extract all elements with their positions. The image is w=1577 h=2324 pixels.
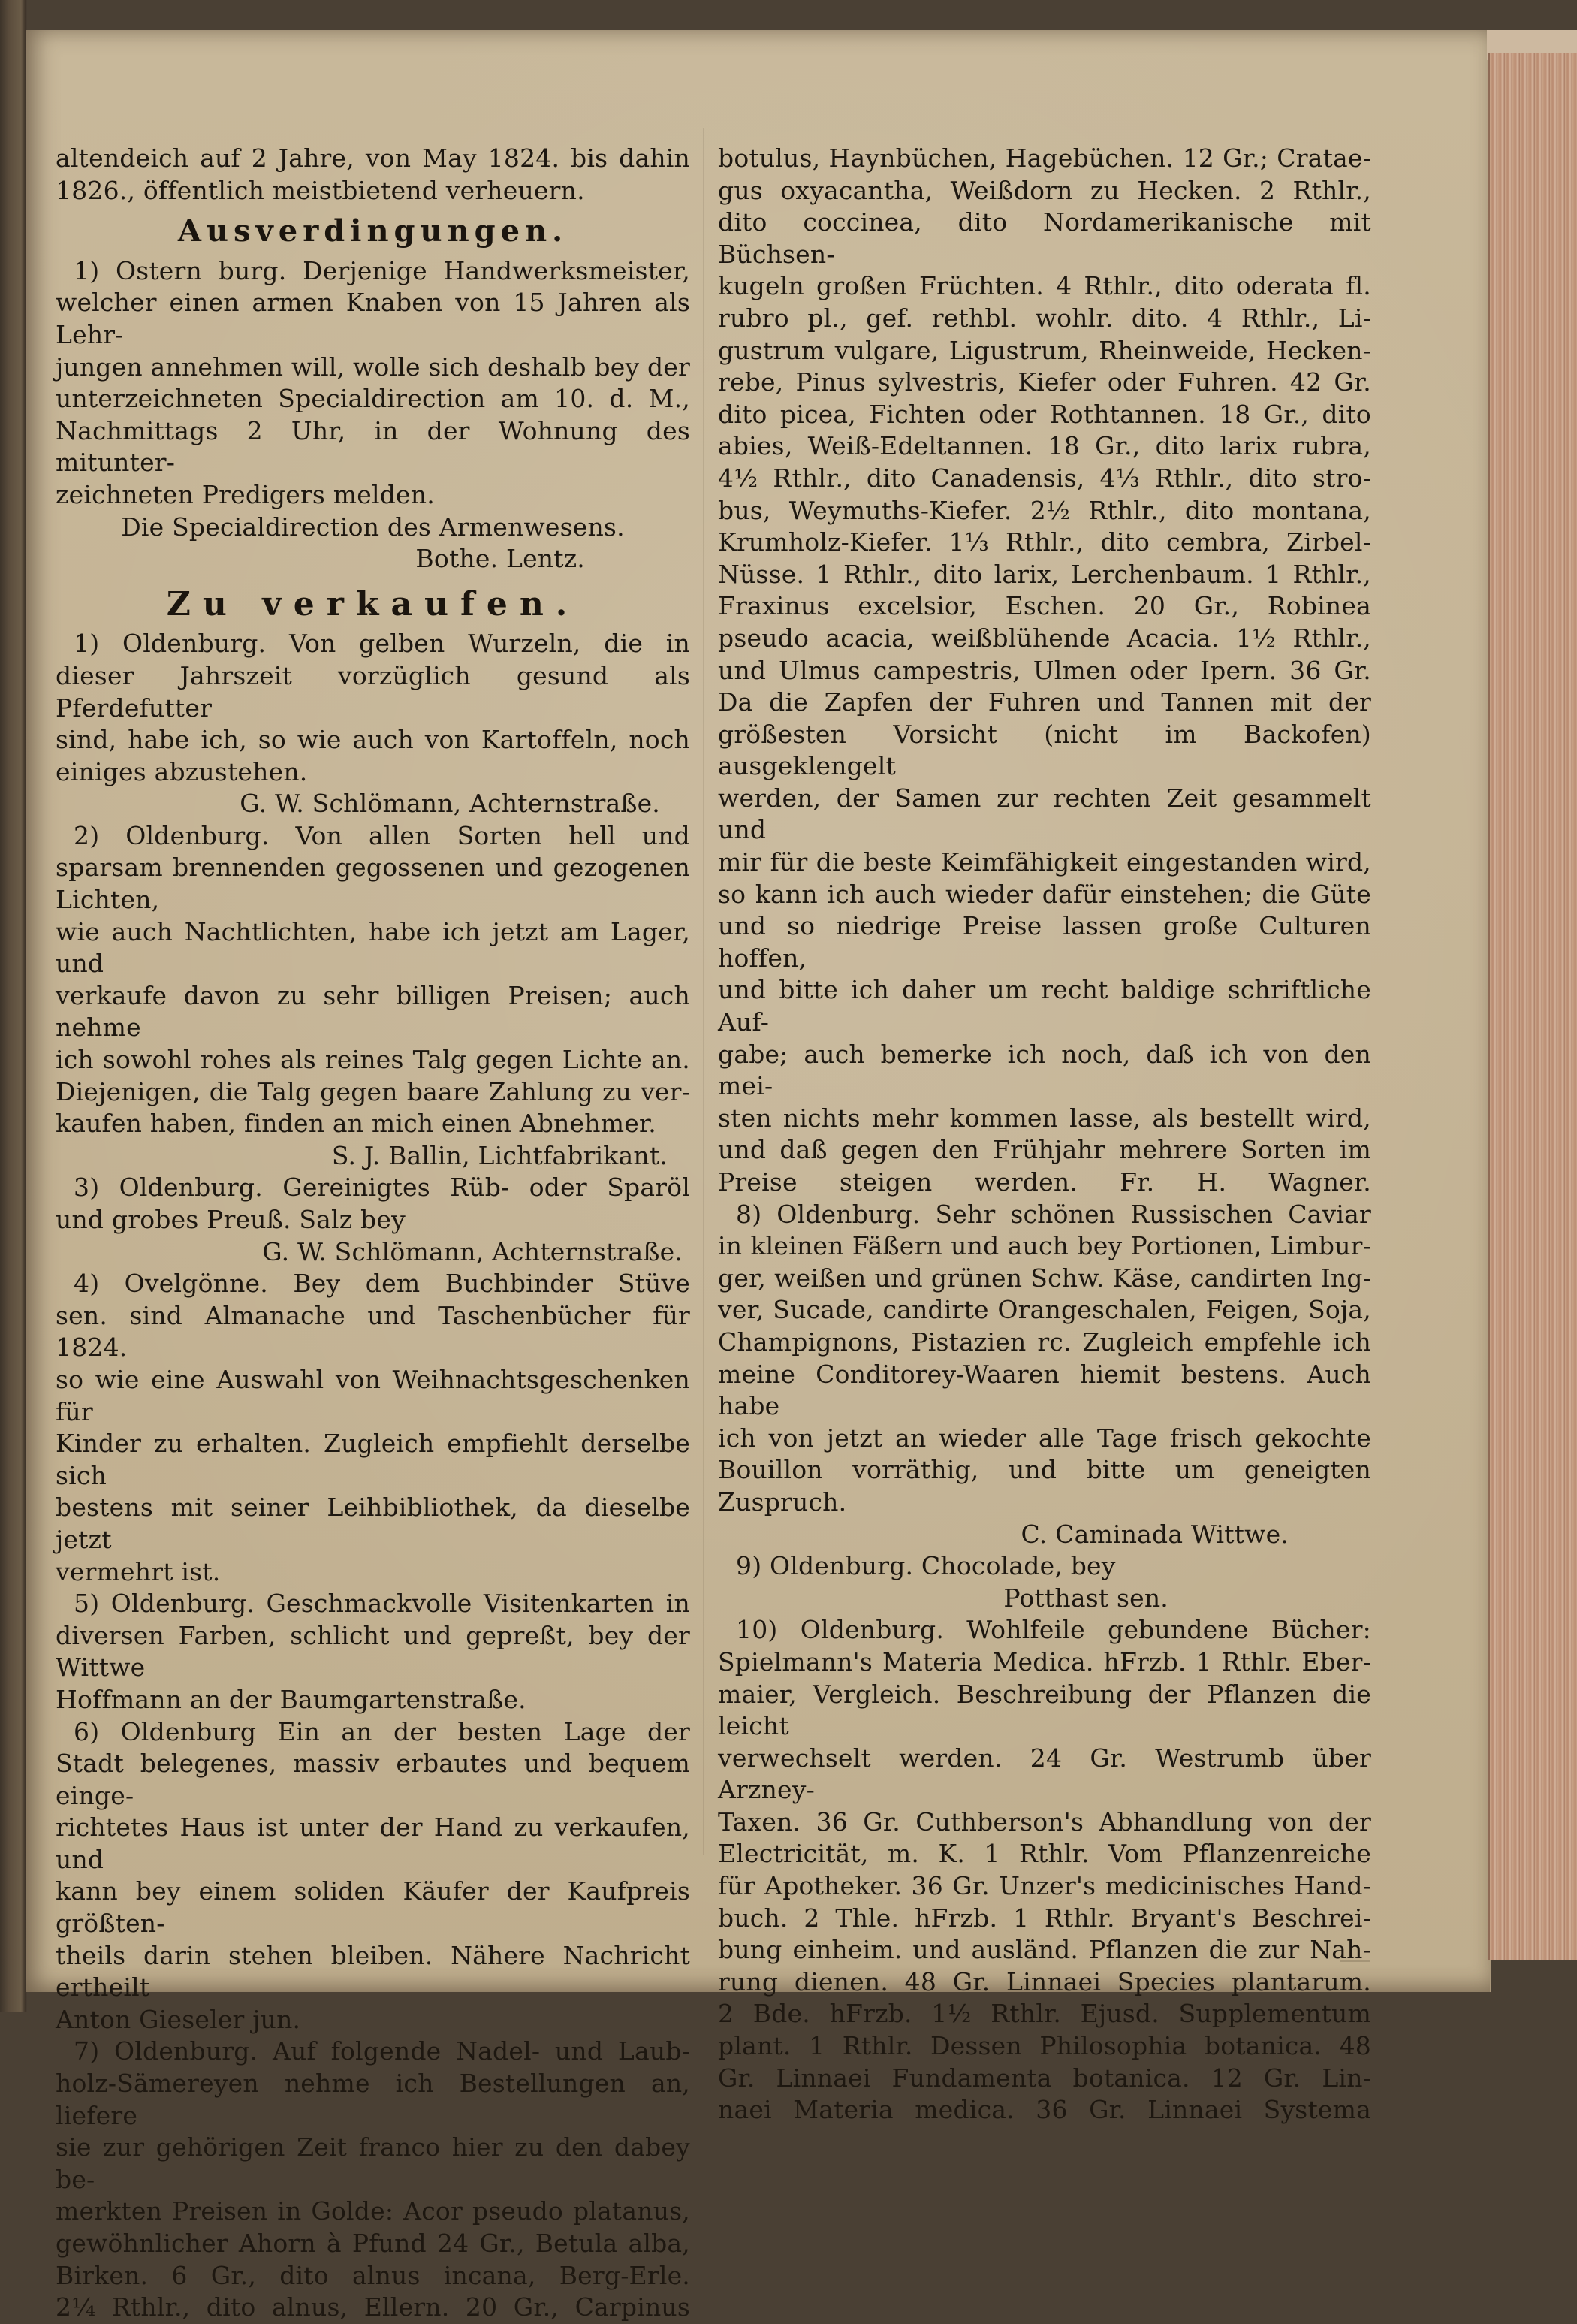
signature: C. Caminada Wittwe. bbox=[1021, 1519, 1289, 1549]
text-line: richtetes Haus ist unter der Hand zu verkaufen, und bbox=[56, 1812, 690, 1874]
page-bottom-mark bbox=[1340, 1960, 1370, 1962]
text-line: diversen Farben, schlicht und gepreßt, bey der Wittwe bbox=[56, 1620, 690, 1683]
text-line: Taxen. 36 Gr. Cuthberson's Abhandlung von der bbox=[718, 1806, 1371, 1837]
signature: G. W. Schlömann, Achternstraße. bbox=[240, 789, 660, 819]
sale-item-1 bbox=[56, 628, 690, 820]
text-line: sen. sind Almanache und Taschenbücher für 1824. bbox=[56, 1300, 690, 1363]
text-line: Anton Gieseler jun. bbox=[56, 2004, 301, 2034]
text-line: rebe, Pinus sylvestris, Kiefer oder Fuhren. 42 Gr. bbox=[718, 367, 1371, 397]
text-line: Nachmittags 2 Uhr, in der Wohnung des mitunter- bbox=[56, 415, 690, 478]
text-line: sten nichts mehr kommen lasse, als bestellt wird, bbox=[718, 1103, 1371, 1133]
text-line: 2 Bde. hFrzb. 1½ Rthlr. Ejusd. Supplementum bbox=[718, 1999, 1371, 2029]
text-line: pseudo acacia, weißblühende Acacia. 1½ Rthlr., bbox=[718, 623, 1371, 653]
text-line: ich sowohl rohes als reines Talg gegen Lichte an. bbox=[56, 1045, 690, 1075]
text-line: Gr. Linnaei Fundamenta botanica. 12 Gr. Lin- bbox=[718, 2063, 1371, 2093]
text-line: so kann ich auch wieder dafür einstehen; die Güte bbox=[718, 879, 1371, 909]
text-line: unterzeichneten Specialdirection am 10. d. M., bbox=[56, 384, 690, 414]
text-line: bus, Weymuths-Kiefer. 2½ Rthlr., dito montana, bbox=[718, 495, 1371, 525]
text-line: 10) Oldenburg. Wohlfeile gebundene Bücher: bbox=[736, 1615, 1371, 1645]
text-line: rubro pl., gef. rethbl. wohlr. dito. 4 Rthlr., Li- bbox=[718, 303, 1371, 333]
signature: S. J. Ballin, Lichtfabrikant. bbox=[331, 1140, 668, 1170]
text-line: 5) Oldenburg. Geschmackvolle Visitenkarten in bbox=[74, 1589, 690, 1619]
text-line: dito picea, Fichten oder Rothtannen. 18 Gr., dito bbox=[718, 399, 1371, 429]
text-line: Fraxinus excelsior, Eschen. 20 Gr., Robinea bbox=[718, 591, 1371, 621]
sale-item-2 bbox=[56, 820, 690, 1173]
text-line: größesten Vorsicht (nicht im Backofen) ausgeklengelt bbox=[718, 719, 1371, 781]
notice-item-1 bbox=[56, 255, 690, 575]
sale-item-5 bbox=[56, 1588, 690, 1716]
text-line: botulus, Haynbüchen, Hagebüchen. 12 Gr.; Cratae- bbox=[718, 143, 1371, 173]
text-line: 1) Ostern burg. Derjenige Handwerksmeister, bbox=[74, 255, 690, 285]
text-line: Bouillon vorräthig, und bitte um geneigten Zuspruch. bbox=[718, 1455, 1371, 1517]
text-line: Kinder zu erhalten. Zugleich empfiehlt derselbe sich bbox=[56, 1429, 690, 1490]
text-line: maier, Vergleich. Beschreibung der Pflanzen die leicht bbox=[718, 1679, 1371, 1741]
text-line: gewöhnlicher Ahorn à Pfund 24 Gr., Betula alba, bbox=[56, 2229, 690, 2258]
text-line: einiges abzustehen. bbox=[56, 756, 308, 786]
text-line: merkten Preisen in Golde: Acor pseudo platanus, bbox=[56, 2196, 690, 2226]
sale-item-7-continued bbox=[718, 143, 1371, 1199]
left-column bbox=[56, 143, 690, 2324]
text-line: Krumholz-Kiefer. 1⅓ Rthlr., dito cembra, Zirbel- bbox=[718, 527, 1371, 557]
text-line: Nüsse. 1 Rthlr., dito larix, Lerchenbaum. 1 Rthlr., bbox=[718, 559, 1371, 589]
text-line: Spielmann's Materia Medica. hFrzb. 1 Rthlr. Eber- bbox=[718, 1646, 1371, 1677]
text-line: vermehrt ist. bbox=[56, 1556, 221, 1586]
text-line: 3) Oldenburg. Gereinigtes Rüb- oder Sparöl bbox=[74, 1173, 690, 1203]
text-line: meine Conditorey-Waaren hiemit bestens. Auch habe bbox=[718, 1359, 1371, 1421]
text-line: Da die Zapfen der Fuhren und Tannen mit der bbox=[718, 687, 1371, 717]
intro-paragraph bbox=[56, 143, 690, 207]
text-line: 2¼ Rthlr., dito alnus, Ellern. 20 Gr., Carpinus bbox=[56, 2292, 690, 2322]
text-line: 1) Oldenburg. Von gelben Wurzeln, die in bbox=[74, 629, 690, 659]
text-line: 2) Oldenburg. Von allen Sorten hell und bbox=[74, 820, 690, 850]
text-line: bestens mit seiner Leihbibliothek, da dieselbe jetzt bbox=[56, 1492, 690, 1554]
text-line: zeichneten Predigers melden. bbox=[56, 479, 435, 509]
text-line: 4½ Rthlr., dito Canadensis, 4⅓ Rthlr., dito stro- bbox=[718, 463, 1371, 493]
text-line: 4) Ovelgönne. Bey dem Buchbinder Stüve bbox=[74, 1269, 690, 1299]
text-line: und so niedrige Preise lassen große Culturen hoffen, bbox=[718, 911, 1371, 973]
text-line: naei Materia medica. 36 Gr. Linnaei Systema bbox=[718, 2095, 1371, 2125]
text-line: 7) Oldenburg. Auf folgende Nadel- und Laub- bbox=[74, 2036, 690, 2066]
column-gutter bbox=[703, 128, 704, 1855]
text-line: sie zur gehörigen Zeit franco hier zu den dabey be- bbox=[56, 2132, 690, 2194]
text-line: bung einheim. und ausländ. Pflanzen die zur Nah- bbox=[718, 1935, 1371, 1965]
text-line: gabe; auch bemerke ich noch, daß ich von den mei- bbox=[718, 1039, 1371, 1101]
sale-item-8 bbox=[718, 1199, 1371, 1551]
text-line: für Apotheker. 36 Gr. Unzer's medicinisches Hand- bbox=[718, 1871, 1371, 1901]
text-line: sind, habe ich, so wie auch von Kartoffeln, noch bbox=[56, 725, 690, 755]
text-line: 9) Oldenburg. Chocolade, bey bbox=[736, 1551, 1116, 1581]
text-line: so wie eine Auswahl von Weihnachtsgeschenken für bbox=[56, 1364, 690, 1426]
text-line: und bitte ich daher um recht baldige schriftliche Auf- bbox=[718, 975, 1371, 1037]
signature: Bothe. Lentz. bbox=[415, 544, 585, 574]
signature: Potthast sen. bbox=[1003, 1583, 1168, 1613]
text-line: abies, Weiß-Edeltannen. 18 Gr., dito larix rubra, bbox=[718, 431, 1371, 461]
text-line: werden, der Samen zur rechten Zeit gesammelt und bbox=[718, 783, 1371, 845]
text-line: mir für die beste Keimfähigkeit eingestanden wird, bbox=[718, 847, 1371, 877]
text-line: und daß gegen den Frühjahr mehrere Sorten im bbox=[718, 1135, 1371, 1165]
sale-item-3 bbox=[56, 1172, 690, 1268]
text-line: Champignons, Pistazien rc. Zugleich empfehle ich bbox=[718, 1326, 1371, 1357]
sale-item-6 bbox=[56, 1716, 690, 2036]
text-line: Diejenigen, die Talg gegen baare Zahlung zu ver- bbox=[56, 1076, 690, 1106]
text-line: theils darin stehen bleiben. Nähere Nachricht ertheilt bbox=[56, 1940, 690, 2003]
text-line: und Ulmus campestris, Ulmen oder Ipern. 36 Gr. bbox=[718, 655, 1371, 685]
text-line: Birken. 6 Gr., dito alnus incana, Berg-Erle. bbox=[56, 2260, 690, 2290]
text-line: Stadt belegenes, massiv erbautes und bequem einge- bbox=[56, 1749, 690, 1810]
text-line: welcher einen armen Knaben von 15 Jahren als Lehr- bbox=[56, 288, 690, 349]
section-heading-zu-verkaufen: Zu verkaufen. bbox=[166, 584, 580, 623]
text-line: dito coccinea, dito Nordamerikanische mit Büchsen- bbox=[718, 207, 1371, 269]
sale-item-10 bbox=[718, 1614, 1371, 2126]
text-line: Electricität, m. K. 1 Rthlr. Vom Pflanzenreiche bbox=[718, 1839, 1371, 1869]
text-line: 6) Oldenburg Ein an der besten Lage der bbox=[74, 1716, 690, 1746]
text-line: ger, weißen und grünen Schw. Käse, candirten Ing- bbox=[718, 1263, 1371, 1293]
text-line: dieser Jahrszeit vorzüglich gesund als Pferdefutter bbox=[56, 660, 690, 723]
sale-item-4 bbox=[56, 1268, 690, 1588]
text-line: rung dienen. 48 Gr. Linnaei Species plantarum. bbox=[718, 1966, 1371, 1997]
text-line: 8) Oldenburg. Sehr schönen Russischen Caviar bbox=[736, 1199, 1371, 1229]
text-line: kugeln großen Früchten. 4 Rthlr., dito oderata fl. bbox=[718, 271, 1371, 301]
text-line: verkaufe davon zu sehr billigen Preisen; auch nehme bbox=[56, 980, 690, 1043]
text-line: plant. 1 Rthlr. Dessen Philosophia botanica. 48 bbox=[718, 2031, 1371, 2061]
text-line: holz-Sämereyen nehme ich Bestellungen an, liefere bbox=[56, 2069, 690, 2130]
signature: G. W. Schlömann, Achternstraße. bbox=[262, 1236, 683, 1266]
text-line: kaufen haben, finden an mich einen Abnehmer. bbox=[56, 1109, 656, 1139]
text-line: 1826., öffentlich meistbietend verheuern. bbox=[56, 175, 585, 205]
book-page-edges bbox=[1488, 53, 1577, 1960]
text-line: gus oxyacantha, Weißdorn zu Hecken. 2 Rthlr., bbox=[718, 175, 1371, 205]
section-heading-ausverdingungen: Ausverdingungen. bbox=[177, 213, 568, 249]
text-line: gustrum vulgare, Ligustrum, Rheinweide, Hecken- bbox=[718, 335, 1371, 365]
text-line: in kleinen Fäßern und auch bey Portionen, Limbur- bbox=[718, 1231, 1371, 1261]
text-line: Hoffmann an der Baumgartenstraße. bbox=[56, 1684, 526, 1714]
text-line: buch. 2 Thle. hFrzb. 1 Rthlr. Bryant's Beschrei- bbox=[718, 1903, 1371, 1933]
text-line: kann bey einem soliden Käufer der Kaufpreis größten- bbox=[56, 1876, 690, 1939]
text-line: wie auch Nachtlichten, habe ich jetzt am Lager, und bbox=[56, 916, 690, 979]
signature: Die Specialdirection des Armenwesens. bbox=[121, 512, 625, 542]
text-line: sparsam brennenden gegossenen und gezogenen Lichten, bbox=[56, 853, 690, 915]
text-line: verwechselt werden. 24 Gr. Westrumb über Arzney- bbox=[718, 1743, 1371, 1805]
text-line: ver, Sucade, candirte Orangeschalen, Feigen, Soja, bbox=[718, 1295, 1371, 1325]
sale-item-7 bbox=[56, 2036, 690, 2323]
text-line: und grobes Preuß. Salz bey bbox=[56, 1205, 406, 1234]
sale-item-9 bbox=[718, 1550, 1371, 1614]
text-line: Preise steigen werden. Fr. H. Wagner. bbox=[718, 1167, 1371, 1197]
text-line: jungen annehmen will, wolle sich deshalb bey der bbox=[56, 352, 691, 382]
right-column bbox=[718, 143, 1371, 2126]
text-line: altendeich auf 2 Jahre, von May 1824. bis dahin bbox=[56, 143, 690, 173]
newspaper-page bbox=[26, 30, 1491, 2322]
text-line: ich von jetzt an wieder alle Tage frisch gekochte bbox=[718, 1423, 1371, 1453]
